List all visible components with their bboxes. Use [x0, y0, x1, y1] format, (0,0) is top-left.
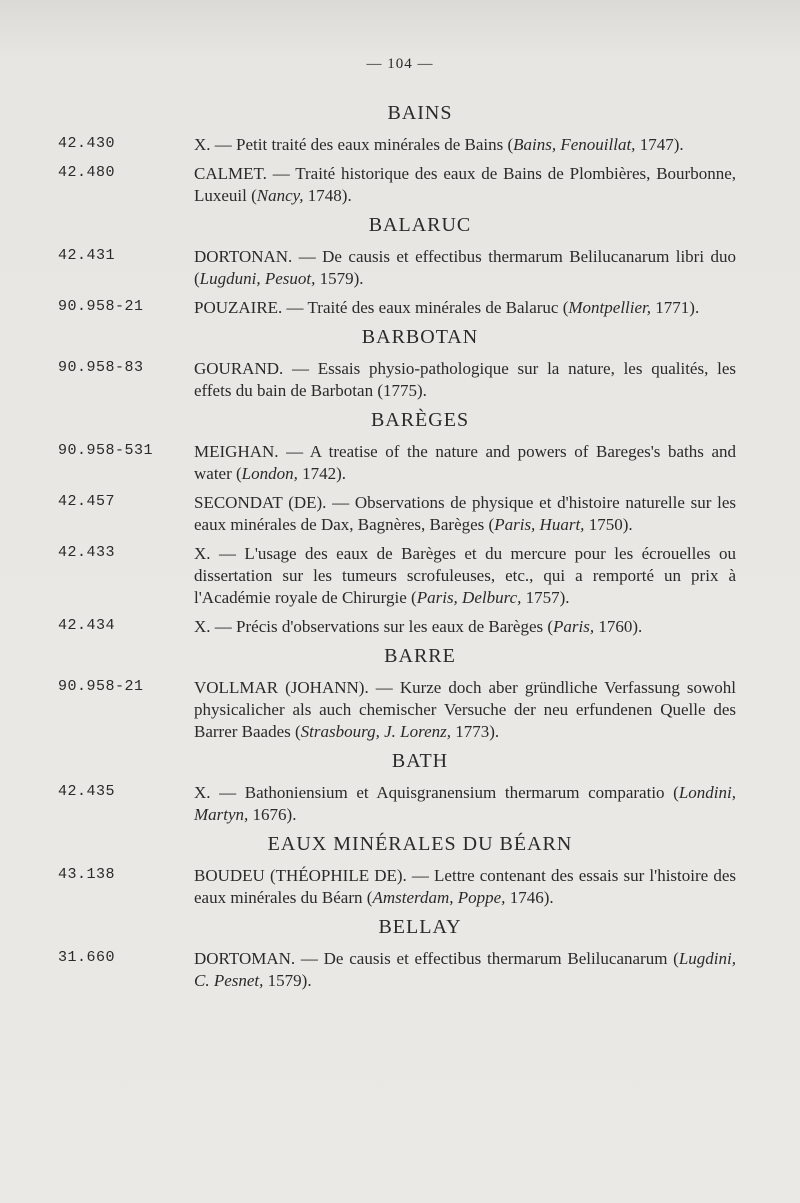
entry-date: 1748).: [303, 186, 352, 205]
entry-imprint: Nancy,: [256, 186, 304, 205]
entry-date: 1750).: [584, 515, 633, 534]
entry-body: GOURAND. — Essais physio-pathologique sur la nature, les qualités, les effets du bain de Barbotan (1775).: [194, 359, 736, 400]
entry-text: [194, 616, 736, 638]
catalog-entry: [0, 297, 800, 319]
call-number: 42.431: [58, 247, 116, 264]
entry-date: 1747).: [635, 135, 684, 154]
entry-imprint: Londini, Martyn,: [194, 783, 736, 824]
catalog-entry: [0, 616, 800, 638]
entry-text: [194, 782, 736, 826]
entry-text: [194, 865, 736, 909]
call-number: 42.435: [58, 783, 116, 800]
call-number: 90.958-21: [58, 678, 144, 695]
entry-imprint: Montpellier,: [568, 298, 652, 317]
entry-date: 1579).: [263, 971, 312, 990]
catalog-entry: [0, 543, 800, 609]
entry-text: [194, 543, 736, 609]
entry-body: DORTONAN. — De causis et effectibus thermarum Belilucanarum libri duo (: [194, 247, 736, 288]
call-number: 90.958-83: [58, 359, 144, 376]
catalog-entry: [0, 492, 800, 536]
entry-body: CALMET. — Traité historique des eaux de Bains de Plombières, Bourbonne, Luxeuil (: [194, 164, 736, 205]
entry-body: X. — Petit traité des eaux minérales de Bains (: [194, 135, 514, 154]
catalog-content: [0, 96, 800, 999]
entry-imprint: Strasbourg, J. Lorenz,: [300, 722, 452, 741]
catalog-entry: [0, 948, 800, 992]
entry-body: POUZAIRE. — Traité des eaux minérales de Balaruc (: [194, 298, 569, 317]
catalog-entry: [0, 782, 800, 826]
entry-imprint: Paris,: [553, 617, 595, 636]
entry-text: [194, 246, 736, 290]
entry-date: 1746).: [505, 888, 554, 907]
section-heading: BARRE: [384, 645, 456, 667]
entry-body: X. — Bathoniensium et Aquisgranensium thermarum comparatio (: [194, 783, 679, 802]
entry-date: 1676).: [248, 805, 297, 824]
entry-date: 1760).: [594, 617, 643, 636]
entry-text: [194, 948, 736, 992]
call-number: 42.433: [58, 544, 116, 561]
catalog-entry: [0, 865, 800, 909]
section-heading: BARBOTAN: [361, 326, 479, 348]
entry-date: 1757).: [521, 588, 570, 607]
section-heading: BELLAY: [378, 916, 462, 938]
page-number: — 104 —: [366, 56, 434, 72]
call-number: 42.430: [58, 135, 116, 152]
catalog-entry: [0, 134, 800, 156]
entry-date: 1742).: [297, 464, 347, 483]
entry-body: X. — L'usage des eaux de Barèges et du mercure pour les écrouelles ou dissertation sur les tumeurs scrofuleuses, etc., qui a remporté un prix à l'Académie royale de Chirurgie (: [194, 544, 736, 607]
entry-imprint: Paris, Huart,: [494, 515, 585, 534]
entry-text: [194, 677, 736, 743]
entry-imprint: Lugdini, C. Pesnet,: [194, 949, 736, 990]
entry-imprint: Lugduni, Pesuot,: [199, 269, 316, 288]
entry-body: VOLLMAR (JOHANN). — Kurze doch aber gründliche Verfassung sowohl physicalicher als auch chemischer Versuche der neu erfundenen Quelle des Barrer Baades (: [194, 678, 736, 741]
call-number: 42.480: [58, 164, 116, 181]
entry-imprint: Bains, Fenouillat,: [513, 135, 636, 154]
entry-date: 1579).: [315, 269, 364, 288]
catalog-entry: [0, 441, 800, 485]
entry-text: [194, 134, 736, 156]
section-heading: EAUX MINÉRALES DU BÉARN: [267, 833, 573, 855]
entry-date: 1773).: [451, 722, 500, 741]
call-number: 90.958-531: [58, 442, 154, 459]
entry-body: X. — Précis d'observations sur les eaux de Barèges (: [194, 617, 554, 636]
entry-text: [194, 163, 736, 207]
entry-body: MEIGHAN. — A treatise of the nature and powers of Bareges's baths and water (: [194, 442, 736, 483]
section-heading: BAINS: [387, 102, 453, 124]
section-heading: BARÈGES: [370, 409, 470, 431]
catalog-entry: [0, 246, 800, 290]
section-heading: BATH: [391, 750, 449, 772]
section-heading: BALARUC: [368, 214, 472, 236]
entry-imprint: Amsterdam, Poppe,: [372, 888, 506, 907]
entry-text: [194, 358, 736, 402]
entry-text: [194, 441, 736, 485]
entry-text: [194, 492, 736, 536]
call-number: 43.138: [58, 866, 116, 883]
entry-body: DORTOMAN. — De causis et effectibus thermarum Belilucanarum (: [194, 949, 679, 968]
entry-date: 1771).: [651, 298, 700, 317]
call-number: 42.434: [58, 617, 116, 634]
call-number: 31.660: [58, 949, 116, 966]
entry-body: SECONDAT (DE). — Observations de physique et d'histoire naturelle sur les eaux minérales de Dax, Bagnères, Barèges (: [194, 493, 736, 534]
entry-text: [194, 297, 736, 319]
catalog-entry: [0, 677, 800, 743]
catalog-entry: [0, 163, 800, 207]
call-number: 90.958-21: [58, 298, 144, 315]
call-number: 42.457: [58, 493, 116, 510]
entry-imprint: Paris, Delburc,: [416, 588, 522, 607]
catalog-entry: [0, 358, 800, 402]
entry-imprint: London,: [241, 464, 298, 483]
entry-body: BOUDEU (THÉOPHILE DE). — Lettre contenant des essais sur l'histoire des eaux minérales du Béarn (: [194, 866, 736, 907]
